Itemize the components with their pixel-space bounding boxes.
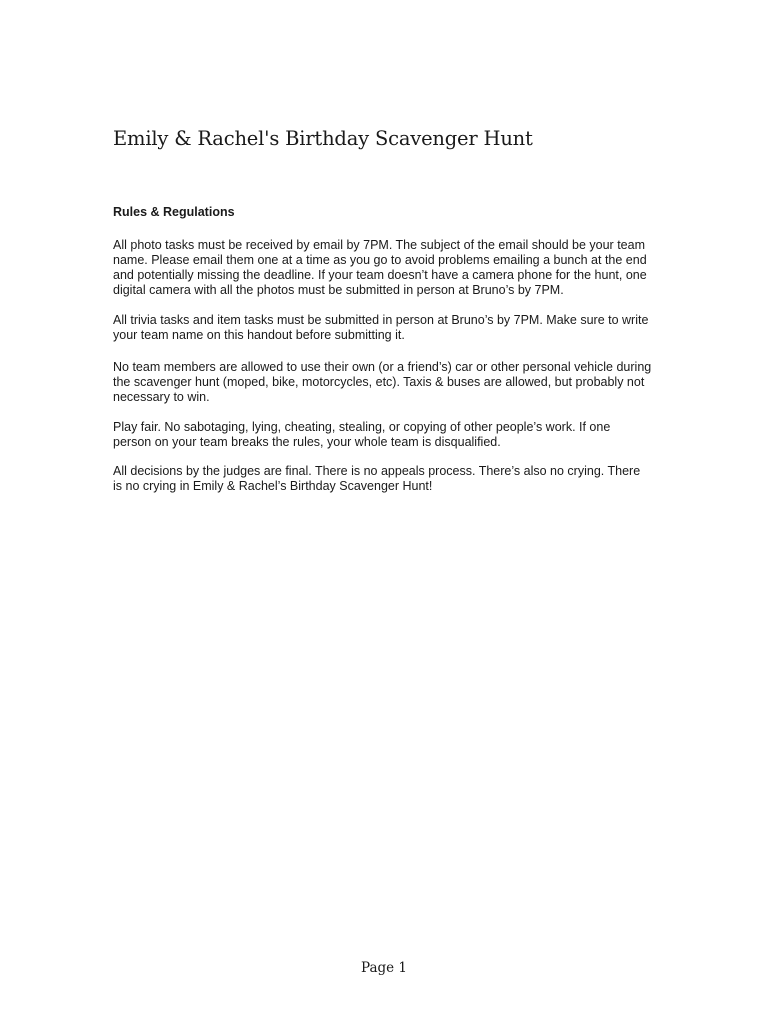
paragraph-trivia-tasks [113, 313, 658, 343]
paragraph-line: is no crying in Emily & Rachel’s Birthday Scavenger Hunt! [113, 479, 433, 493]
paragraph-line: digital camera with all the photos must be submitted in person at Bruno’s by 7PM. [113, 283, 564, 297]
paragraph-line: person on your team breaks the rules, your whole team is disqualified. [113, 435, 501, 449]
paragraph-line: All photo tasks must be received by email by 7PM. The subject of the email should be your team [113, 238, 645, 252]
paragraph-judges-decisions [113, 464, 658, 494]
paragraph-play-fair [113, 420, 658, 450]
paragraph-line: name. Please email them one at a time as you go to avoid problems emailing a bunch at the end [113, 253, 647, 267]
paragraph-line: the scavenger hunt (moped, bike, motorcycles, etc). Taxis & buses are allowed, but probably not [113, 375, 645, 389]
paragraph-line: All trivia tasks and item tasks must be submitted in person at Bruno’s by 7PM. Make sure to write [113, 313, 649, 327]
document-title: Emily & Rachel's Birthday Scavenger Hunt [113, 127, 533, 150]
paragraph-vehicles [113, 360, 658, 405]
paragraph-line: necessary to win. [113, 390, 210, 404]
paragraph-line: your team name on this handout before submitting it. [113, 328, 405, 342]
section-heading: Rules & Regulations [113, 205, 235, 219]
paragraph-photo-tasks [113, 238, 658, 298]
paragraph-line: Play fair. No sabotaging, lying, cheating, stealing, or copying of other people’s work. If one [113, 420, 611, 434]
paragraph-line: No team members are allowed to use their own (or a friend’s) car or other personal vehicle during [113, 360, 652, 374]
paragraph-line: and potentially missing the deadline. If your team doesn’t have a camera phone for the hunt, one [113, 268, 647, 282]
page-number: Page 1 [360, 960, 408, 976]
paragraph-line: All decisions by the judges are final. There is no appeals process. There’s also no crying. There [113, 464, 641, 478]
